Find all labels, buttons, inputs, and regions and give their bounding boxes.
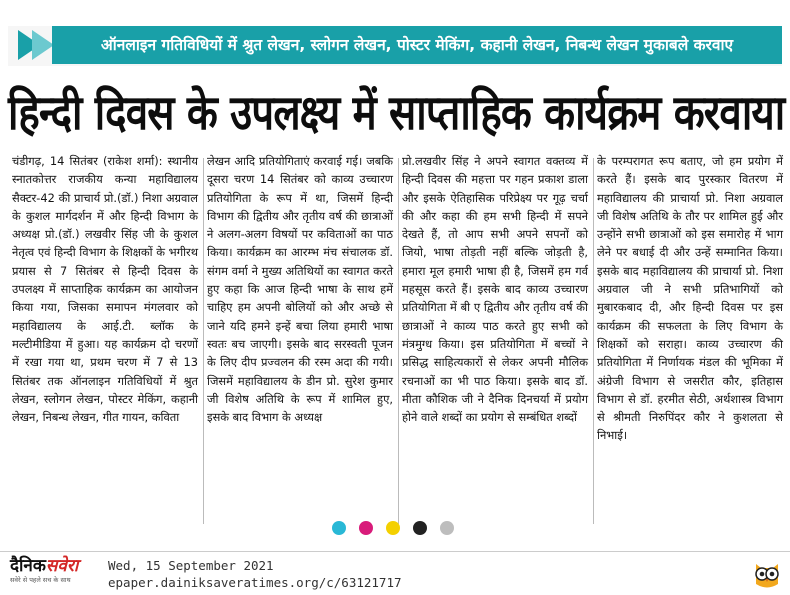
newspaper-logo[interactable] [10, 556, 102, 592]
column-divider [398, 158, 399, 524]
edition-date: Wed, 15 September 2021 [108, 558, 274, 573]
article-column-4 [597, 152, 783, 530]
registration-dot [386, 521, 400, 535]
article-column-3 [402, 152, 588, 530]
registration-marks [332, 521, 472, 535]
article-column-2 [207, 152, 393, 530]
article-paragraph: लेखन आदि प्रतियोगिताएं करवाई गई। जबकि दूसरा चरण 14 सितंबर को काव्य उच्चारण प्रतियोगिता के रूप में था, जिसमें हिन्दी विभाग की द्वितीय और तृतीय वर्ष की छात्राओं ने अलग-अलग विषयों पर कविताओं का पाठ किया। कार्यक्रम का आरम्भ मंच संचालक डॉ. संगम वर्मा ने मुख्य अतिथियों का स्वागत करते हुए कहा कि आज हिन्दी भाषा के साथ हमें चाहिए हम अपनी बोलियों को और अच्छे से जाने यदि हमने इन्हें बचा लिया हमारी भाषा स्वतः बच जाएगी। इसके बाद सरस्वती पूजन के लिए दीप प्रज्वलन की रस्म अदा की गयी। जिसमें महाविद्यालय के डीन प्रो. सुरेश कुमार जी विशेष अतिथि के रूप में शामिल हुए, इसके बाद विभाग के अध्यक्ष [207, 154, 393, 425]
registration-dot [332, 521, 346, 535]
headline: हिन्दी दिवस के उपलक्ष्य में साप्ताहिक कार्यक्रम करवाया [8, 85, 785, 141]
registration-dot [359, 521, 373, 535]
article-body [12, 152, 782, 530]
column-divider [593, 158, 594, 524]
epaper-url[interactable]: epaper.dainiksaveratimes.org/c/63121717 [108, 575, 402, 590]
owl-icon[interactable] [752, 558, 782, 590]
logo-main-text: दैनिक [10, 556, 46, 576]
logo-accent-text: सवेरा [45, 556, 79, 576]
footer-divider [0, 551, 790, 552]
column-divider [203, 158, 204, 524]
banner-arrow-icon [32, 30, 54, 60]
article-paragraph: प्रो.लखवीर सिंह ने अपने स्वागत वक्तव्य में हिन्दी दिवस की महत्ता पर गहन प्रकाश डाला और इसके ऐतिहासिक परिप्रेक्ष्य पर गूढ़ चर्चा की और कहा की हम सभी हिन्दी में सपने देखते हैं, तो आप सभी अपने सपनों को जियो, भाषा तोड़ती नहीं बल्कि जोड़ती है, हमारा मूल हमारी भाषा ही है, जिसमें हम गर्व महसूस करते हैं। इसके बाद काव्य उच्चारण प्रतियोगिता में बी ए द्वितीय और तृतीय वर्ष की छात्राओं ने काव्य पाठ करते हुए सभी को मंत्रमुग्ध किया। इस प्रतियोगिता में बच्चों ने प्रसिद्ध साहित्यकारों से लेकर अपनी मौलिक रचनाओं का भी पाठ किया। इसके बाद डॉ. मीता कौशिक जी ने दैनिक दिनचर्या में प्रयोग होने वाले शब्दों का प्रयोग से सम्बंधित शब्दों [402, 154, 588, 425]
article-paragraph: चंडीगढ़, 14 सितंबर (राकेश शर्मा): स्थानीय स्नातकोत्तर राजकीय कन्या महाविद्यालय सैक्टर-42 की प्राचार्य प्रो.(डॉ.) निशा अग्रवाल के कुशल मार्गदर्शन में और हिन्दी विभाग के अध्यक्ष प्रो.(डॉ.) लखवीर सिंह जी के कुशल नेतृत्व एवं हिन्दी विभाग के शिक्षकों के भगीरथ प्रयास से 7 सितंबर से हिन्दी दिवस के उपलक्ष्य में साप्ताहिक कार्यक्रम का आयोजन किया गया, जिसका समापन मंगलवार को महाविद्यालय के आई.टी. ब्लॉक के मल्टीमीडिया में हुआ। यह कार्यक्रम दो चरणों में रखा गया था, प्रथम चरण में 7 से 13 सितंबर तक ऑनलाइन गतिविधियों में श्रुत लेखन, स्लोगन लेखन, पोस्टर मेकिंग, कहानी लेखन, निबन्ध लेखन, गीत गायन, कविता [12, 154, 198, 425]
registration-dot [440, 521, 454, 535]
article-column-1 [12, 152, 198, 530]
registration-dot [413, 521, 427, 535]
footer-meta [108, 557, 402, 591]
logo-tagline: सवेरे से पहले सच के साथ [10, 576, 71, 584]
article-paragraph: के परम्परागत रूप बताए, जो हम प्रयोग में करते हैं। इसके बाद पुरस्कार वितरण में महाविद्यालय की प्राचार्या प्रो. निशा अग्रवाल जी विशेष अतिथि के तौर पर शामिल हुई और उन्होंने सभी छात्राओं को इस समारोह में भाग लेने पर बधाई दी और उन्हें सम्मानित किया। इसके बाद महाविद्यालय की प्राचार्या प्रो. निशा अग्रवाल जी ने सभी प्रतिभागियों को मुबारकबाद दी, और हिन्दी दिवस पर इस कार्यक्रम की सफलता के लिए विभाग के शिक्षकों को सराहा। काव्य उच्चारण की प्रतियोगिता में निर्णायक मंडल की भूमिका में अंग्रेजी विभाग से जसरीत कौर, इतिहास विभाग से डॉ. हरमीत सेठी, अर्थशास्त्र विभाग से श्रीमती निरुपिंदर कौर ने कुशलता से निभाई। [597, 154, 783, 443]
subheadline-text: ऑनलाइन गतिविधियों में श्रुत लेखन, स्लोगन लेखन, पोस्टर मेकिंग, कहानी लेखन, निबन्ध लेखन मुकाबले करवाए [52, 26, 782, 64]
subheadline-banner [8, 26, 782, 66]
